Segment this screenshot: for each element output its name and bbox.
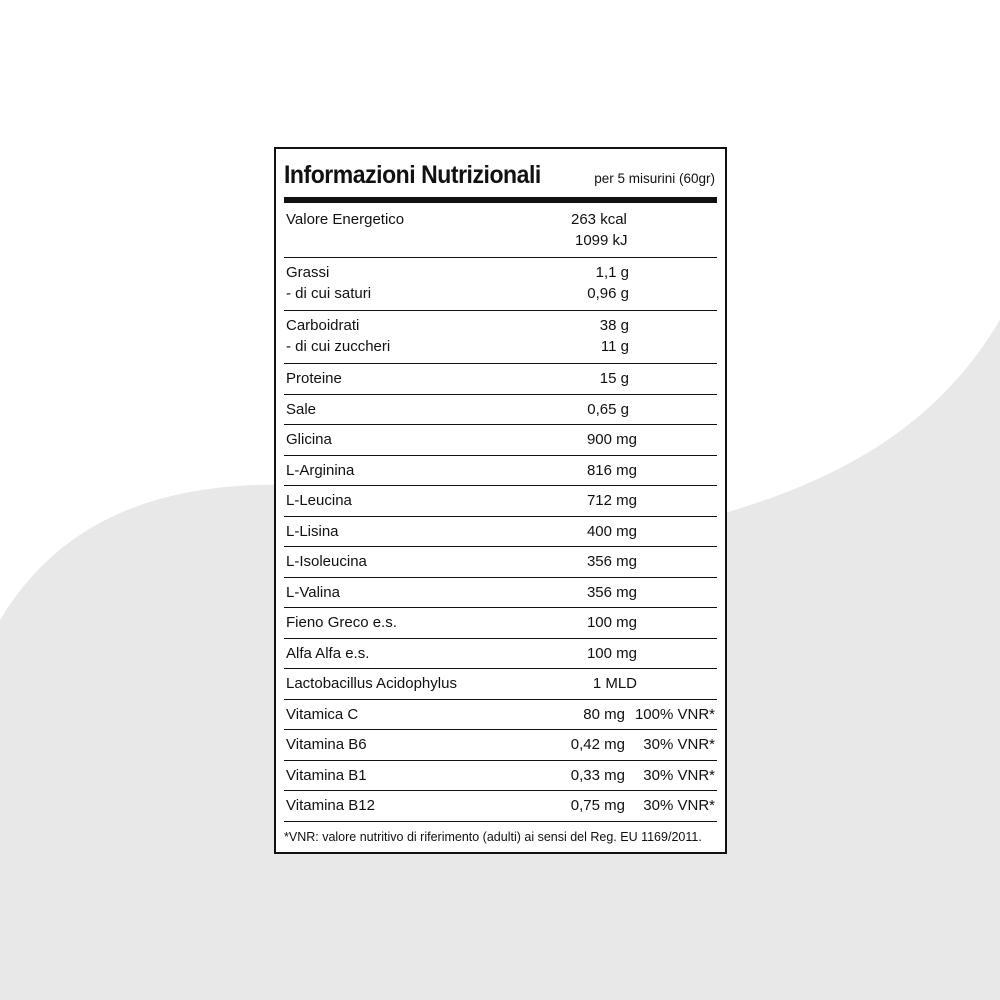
nutrient-name: Fieno Greco e.s.: [286, 614, 397, 631]
nutrient-row: [284, 517, 717, 548]
energy-kj: 1099 kJ: [575, 232, 628, 249]
nutrient-value: 100 mg: [586, 644, 637, 662]
nutrient-name: L-Isoleucina: [286, 553, 367, 570]
vitamin-value: 0,42 mg: [570, 736, 625, 753]
nutrient-value: 15 g: [599, 370, 629, 387]
nutrient-subvalue: 11 g: [600, 338, 629, 355]
nutrient-row: [284, 639, 717, 670]
nutrient-value: 400 mg: [586, 522, 637, 540]
vitamin-vnr: 30% VNR*: [643, 736, 715, 753]
vitamin-name: Vitamina B6: [286, 736, 367, 753]
nutrition-label: [274, 147, 727, 854]
vitamin-name: Vitamina B12: [286, 797, 375, 814]
nutrient-row: [284, 608, 717, 639]
nutrient-value: 356 mg: [586, 553, 637, 570]
nutrient-name: Sale: [286, 400, 317, 418]
vitamin-vnr: 100% VNR*: [634, 705, 715, 723]
nutrient-value: 100 mg: [586, 614, 637, 631]
label-title: Informazioni Nutrizionali: [284, 161, 541, 189]
label-header: [284, 157, 717, 203]
nutrient-row: [284, 456, 717, 487]
vnr-footnote: *VNR: valore nutritivo di riferimento (adulti) ai sensi del Reg. EU 1169/2011.: [284, 830, 702, 844]
nutrient-subname: - di cui saturi: [286, 285, 372, 302]
nutrient-value: 712 mg: [586, 492, 637, 509]
nutrient-name: L-Arginina: [286, 461, 355, 479]
nutrient-value: 1 MLD: [592, 675, 637, 692]
nutrient-value: 1,1 g: [595, 264, 629, 281]
nutrient-row: [284, 578, 717, 609]
vitamin-value: 0,75 mg: [570, 797, 625, 814]
nutrient-row-energy: [284, 205, 717, 258]
nutrient-name: Valore Energetico: [286, 211, 405, 228]
nutrient-name: L-Lisina: [286, 522, 339, 540]
nutrient-subname: - di cui zuccheri: [286, 338, 391, 355]
nutrient-row: [284, 486, 717, 517]
energy-kcal: 263 kcal: [571, 211, 627, 228]
nutrient-name: Proteine: [286, 370, 342, 387]
nutrient-name: Glicina: [286, 431, 332, 448]
vitamin-value: 0,33 mg: [570, 766, 625, 784]
nutrient-table: [284, 205, 717, 822]
nutrient-name: Alfa Alfa e.s.: [286, 644, 370, 662]
nutrient-row: [284, 364, 717, 395]
nutrient-row: [284, 547, 717, 578]
nutrient-name: L-Valina: [286, 583, 340, 601]
vitamin-value: 80 mg: [583, 705, 625, 723]
vitamin-row: [284, 791, 717, 822]
nutrient-value: 38 g: [599, 317, 629, 334]
nutrient-name: Grassi: [286, 264, 330, 281]
vitamin-row: [284, 700, 717, 731]
vitamin-vnr: 30% VNR*: [643, 797, 715, 814]
nutrient-row: [284, 395, 717, 426]
vitamin-row: [284, 761, 717, 792]
vitamin-name: Vitamica C: [286, 705, 359, 723]
nutrient-value: 816 mg: [586, 461, 637, 479]
nutrient-name: L-Leucina: [286, 492, 352, 509]
nutrient-subvalue: 0,96 g: [587, 285, 629, 302]
nutrient-row: [284, 669, 717, 700]
nutrient-name: Carboidrati: [286, 317, 360, 334]
vitamin-vnr: 30% VNR*: [643, 766, 715, 784]
nutrient-value: 356 mg: [586, 583, 637, 601]
nutrient-row-carbs: [284, 311, 717, 364]
nutrient-row: [284, 425, 717, 456]
nutrient-name: Lactobacillus Acidophylus: [286, 675, 457, 692]
nutrient-row-fats: [284, 258, 717, 311]
vitamin-name: Vitamina B1: [286, 766, 367, 784]
nutrient-value: 900 mg: [586, 431, 637, 448]
nutrient-value: 0,65 g: [587, 400, 629, 418]
serving-size: per 5 misurini (60gr): [594, 171, 715, 186]
vitamin-row: [284, 730, 717, 761]
